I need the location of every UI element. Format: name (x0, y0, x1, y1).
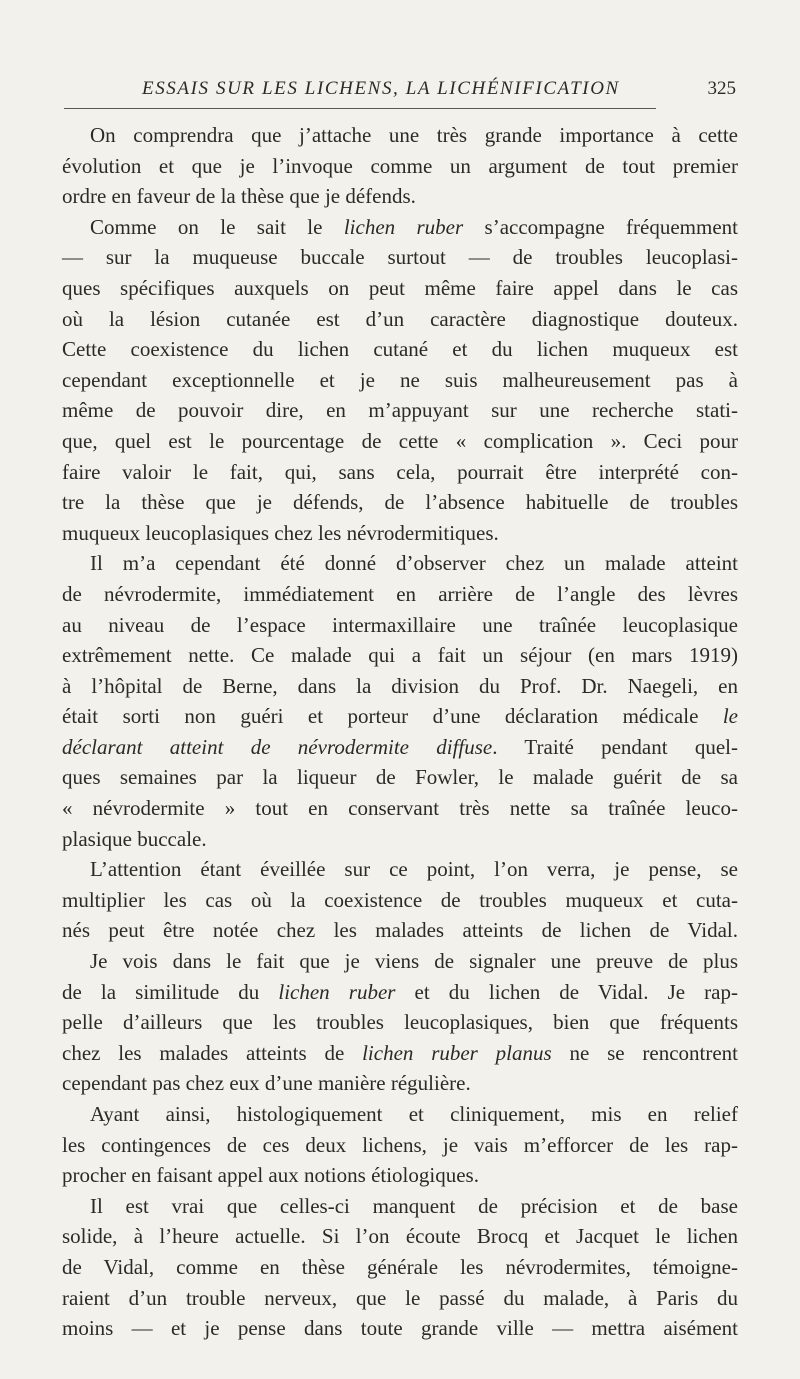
text-line (62, 732, 738, 763)
text-line (62, 640, 738, 671)
text-line (62, 915, 738, 946)
text-line (62, 1283, 738, 1314)
text-line (62, 1007, 738, 1038)
text-segment: Comme on le sait le (90, 214, 344, 239)
text-segment: ques semaines par la liqueur de Fowler, le malade guérit de sa (62, 765, 738, 790)
text-line (62, 304, 738, 335)
text-segment: Cette coexistence du lichen cutané et du lichen muqueux est (62, 337, 738, 362)
text-line (62, 487, 738, 518)
text-line (62, 151, 738, 182)
text-segment: et du lichen de Vidal. Je rap- (395, 979, 738, 1004)
running-title: ESSAIS SUR LES LICHENS, LA LICHÉNIFICATION (142, 78, 620, 99)
text-segment: ques spécifiques auxquels on peut même faire appel dans le cas (62, 275, 738, 300)
text-segment: On comprendra que j’attache une très grande importance à cette (90, 123, 738, 147)
text-segment: . Traité pendant quel- (492, 734, 738, 759)
text-segment: chez les malades atteints de (62, 1040, 363, 1065)
italic-text: lichen ruber planus (362, 1040, 552, 1065)
text-line (62, 181, 738, 212)
text-line (62, 395, 738, 426)
text-line (62, 518, 738, 549)
text-line (62, 579, 738, 610)
text-line (62, 977, 738, 1008)
text-segment: s’accompagne fréquemment (463, 214, 738, 239)
text-segment: raient d’un trouble nerveux, que le passé du malade, à Paris du (62, 1285, 738, 1310)
text-line (62, 1191, 738, 1222)
text-line (62, 793, 738, 824)
text-line (62, 426, 738, 457)
text-segment: Il est vrai que celles-ci manquent de précision et de base (90, 1193, 738, 1218)
text-segment: nés peut être notée chez les malades atteints de lichen de Vidal. (62, 918, 738, 943)
text-line (62, 885, 738, 916)
text-line (62, 212, 738, 243)
text-segment: plasique buccale. (62, 826, 207, 851)
text-segment: les contingences de ces deux lichens, je vais m’efforcer de les rap- (62, 1132, 738, 1157)
text-line (62, 671, 738, 702)
header-rule (64, 108, 656, 109)
text-line (62, 1130, 738, 1161)
text-segment: de névrodermite, immédiatement en arrière de l’angle des lèvres (62, 581, 738, 606)
italic-text: déclarant atteint de névrodermite diffuse (62, 734, 493, 759)
text-segment: Ayant ainsi, histologiquement et cliniquement, mis en relief (90, 1102, 738, 1126)
text-segment: au niveau de l’espace intermaxillaire une traînée leucoplasique (62, 612, 738, 637)
text-segment: Je vois dans le fait que je viens de signaler une preuve de plus (90, 949, 738, 974)
text-segment: évolution et que je l’invoque comme un argument de tout premier (62, 153, 738, 178)
text-line (62, 334, 738, 365)
text-line (62, 1313, 738, 1344)
text-segment: « névrodermite » tout en conservant très nette sa traînée leuco- (62, 796, 738, 821)
body-text (62, 120, 738, 1344)
text-line (62, 548, 738, 579)
text-line (62, 273, 738, 304)
text-line (62, 701, 738, 732)
text-segment: cependant exceptionnelle et je ne suis malheureusement pas à (62, 367, 738, 392)
text-segment: extrêmement nette. Ce malade qui a fait un séjour (en mars 1919) (62, 643, 738, 668)
text-segment: cependant pas chez eux d’une manière régulière. (62, 1071, 471, 1096)
text-line (62, 1160, 738, 1191)
italic-text: lichen ruber (343, 214, 464, 239)
text-line (62, 1099, 738, 1130)
italic-text: lichen ruber (278, 979, 396, 1004)
text-segment: tre la thèse que je défends, de l’absence habituelle de troubles (62, 490, 738, 515)
text-segment: — sur la muqueuse buccale surtout — de troubles leucoplasi- (62, 245, 738, 270)
text-segment: Il m’a cependant été donné d’observer chez un malade atteint (90, 551, 738, 576)
book-page (62, 0, 738, 1379)
text-line (62, 365, 738, 396)
text-line (62, 762, 738, 793)
italic-text: le (722, 704, 738, 729)
text-segment: L’attention étant éveillée sur ce point, l’on verra, je pense, se (90, 857, 738, 882)
text-segment: à l’hôpital de Berne, dans la division du Prof. Dr. Naegeli, en (62, 673, 738, 698)
text-segment: de Vidal, comme en thèse générale les névrodermites, témoigne- (62, 1254, 738, 1279)
text-segment: même de pouvoir dire, en m’appuyant sur une recherche stati- (62, 398, 738, 423)
text-segment: muqueux leucoplasiques chez les névrodermitiques. (62, 520, 499, 545)
text-segment: pelle d’ailleurs que les troubles leucoplasiques, bien que fréquents (62, 1010, 738, 1035)
text-line (62, 1038, 738, 1069)
text-line (62, 824, 738, 855)
text-segment: procher en faisant appel aux notions étiologiques. (62, 1163, 479, 1188)
text-line (62, 242, 738, 273)
text-segment: moins — et je pense dans toute grande ville — mettra aisément (62, 1316, 738, 1341)
text-line (62, 854, 738, 885)
text-segment: solide, à l’heure actuelle. Si l’on écoute Brocq et Jacquet le lichen (62, 1224, 738, 1249)
text-segment: multiplier les cas où la coexistence de troubles muqueux et cuta- (62, 887, 738, 912)
text-line (62, 457, 738, 488)
text-line (62, 1221, 738, 1252)
text-segment: ne se rencontrent (551, 1040, 739, 1065)
running-head (62, 78, 738, 102)
text-line (62, 120, 738, 151)
text-line (62, 610, 738, 641)
text-segment: de la similitude du (62, 979, 279, 1004)
text-line (62, 946, 738, 977)
text-segment: que, quel est le pourcentage de cette « complication ». Ceci pour (62, 428, 738, 453)
text-line (62, 1068, 738, 1099)
text-segment: était sorti non guéri et porteur d’une déclaration médicale (62, 704, 723, 729)
page-number: 325 (707, 78, 736, 99)
text-segment: ordre en faveur de la thèse que je défends. (62, 184, 416, 209)
text-segment: où la lésion cutanée est d’un caractère diagnostique douteux. (62, 306, 738, 331)
text-line (62, 1252, 738, 1283)
text-segment: faire valoir le fait, qui, sans cela, pourrait être interprété con- (62, 459, 738, 484)
